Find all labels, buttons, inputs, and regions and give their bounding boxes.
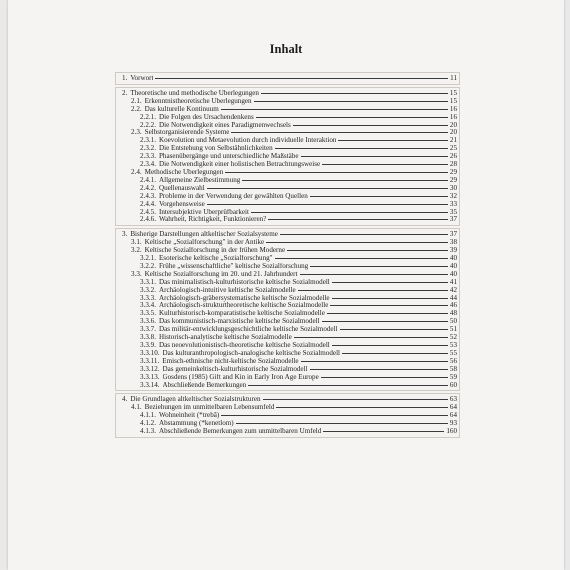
toc-entry-title: Archäologisch-strukturtheoretische keltische Sozialmodelle [158, 302, 329, 310]
toc-entry-title: Die Notwendigkeit eines Paradigmenwechsels [158, 121, 291, 129]
toc-entry-page: 37 [449, 215, 457, 224]
toc-entry-number: 3.2.1. [140, 254, 156, 263]
toc-entry-title: Die Folgen des Ursachendenkens [158, 113, 254, 121]
toc-entry [116, 255, 459, 263]
dot-leader [261, 93, 448, 94]
toc-entry-page: 40 [449, 269, 457, 278]
toc-entry [116, 177, 459, 185]
toc-entry-page: 64 [449, 411, 457, 420]
toc-entry [116, 326, 459, 334]
toc-entry-title: Frühe „wissenschaftliche" keltische Sozialforschung [158, 262, 309, 270]
toc-entry-page: 33 [449, 199, 457, 208]
toc-entry-number: 3.2.2. [140, 261, 156, 270]
toc-entry-title: Das minimalistisch-kulturhistorische keltische Sozialmodell [158, 278, 330, 286]
dot-leader [294, 337, 448, 338]
toc-entry-title: Phasenübergänge und unterschiedliche Maßstäbe [158, 153, 299, 161]
dot-leader [310, 369, 448, 370]
toc-entry-number: 2.4.3. [140, 191, 156, 200]
toc-entry-title: Allgemeine Zielbestimmung [158, 176, 241, 184]
toc-entry [116, 420, 459, 428]
toc-entry-page: 29 [449, 175, 457, 184]
toc-entry [116, 412, 459, 420]
toc-entry [116, 169, 459, 177]
toc-entry [116, 209, 459, 217]
toc-entry-page: 60 [449, 380, 457, 389]
toc-section [115, 228, 460, 391]
toc-entry [116, 239, 459, 247]
toc-entry [116, 114, 459, 122]
toc-entry [116, 271, 459, 279]
dot-leader [280, 234, 448, 235]
dot-leader [207, 188, 448, 189]
toc-entry [116, 216, 459, 224]
toc-entry-number: 2.3.2. [140, 144, 156, 153]
toc-entry-page: 63 [449, 395, 457, 404]
toc-entry-page: 51 [449, 325, 457, 334]
toc-section [115, 393, 460, 438]
toc-entry-number: 3. [122, 230, 128, 239]
toc-entry-page: 44 [449, 293, 457, 302]
toc-entry-title: Wahrheit, Richtigkeit, Funktionieren? [158, 216, 267, 224]
dot-leader [322, 164, 448, 165]
toc-entry-page: 48 [449, 309, 457, 318]
toc-entry-page: 41 [449, 277, 457, 286]
toc-entry-number: 2.4. [131, 167, 142, 176]
toc-entry-number: 2.4.4. [140, 199, 156, 208]
toc-entry-number: 2.3.3. [140, 152, 156, 161]
dot-leader [266, 242, 448, 243]
toc-entry-title: Das gemeinkeltisch-kulturhistorische Sozialmodell [162, 365, 308, 373]
toc-entry [116, 404, 459, 412]
toc-entry-title: Theoretische und methodische Überlegungen [130, 89, 259, 97]
toc-entry-title: Abstammung (*kenetlom) [158, 420, 234, 428]
toc-entry [116, 90, 459, 98]
dot-leader [332, 282, 448, 283]
toc-entry-title: Quellenauswahl [158, 184, 205, 192]
dot-leader [287, 250, 448, 251]
toc-entry [116, 231, 459, 239]
toc-entry-number: 2.3.4. [140, 160, 156, 169]
toc-entry-page: 39 [449, 246, 457, 255]
dot-leader [300, 274, 448, 275]
dot-leader [251, 212, 448, 213]
toc-entry-title: Vorwort [130, 75, 154, 82]
toc-entry [116, 106, 459, 114]
toc-entry-title: Gosdens (1985) Gift and Kin in Early Iron Age Europe [162, 373, 319, 381]
dot-leader [207, 204, 448, 205]
toc-entry-number: 4. [122, 395, 128, 404]
dot-leader [327, 313, 448, 314]
toc-entry-page: 11 [450, 74, 457, 82]
toc-entry-title: Kulturhistorisch-komparatistische keltische Sozialmodelle [158, 310, 325, 318]
toc-entry-title: Erkenntnistheoretische Überlegungen [144, 97, 252, 105]
toc-entry [116, 161, 459, 169]
toc-entry-title: Das kommunistisch-marxistische keltische Sozialmodell [158, 318, 320, 326]
toc-entry-title: Wohneinheit (*trebā) [158, 412, 220, 420]
dot-leader [236, 423, 448, 424]
toc-entry-title: Bisherige Darstellungen altkeltischer Sozialsysteme [130, 231, 278, 239]
toc-entry-page: 30 [449, 183, 457, 192]
toc-entry-title: Das neoevolutionistisch-theoretische keltische Sozialmodell [158, 342, 330, 349]
toc-entry [116, 366, 459, 374]
toc-entry-number: 3.3.7. [140, 325, 156, 334]
toc-entry [116, 129, 459, 137]
dot-leader [221, 415, 448, 416]
toc-entry-page: 32 [449, 191, 457, 200]
toc-entry [116, 137, 459, 145]
toc-entry-number: 3.3.10. [140, 348, 160, 357]
toc-entry [116, 342, 459, 350]
toc-entry-title: Die Entstehung von Selbstähnlichkeiten [158, 145, 273, 153]
toc-entry-number: 2.3. [131, 128, 142, 137]
dot-leader [340, 329, 448, 330]
toc-entry-number: 3.3.3. [140, 293, 156, 302]
toc-entry-page: 53 [449, 341, 457, 349]
toc-entry-title: Keltische Sozialforschung in der frühen Moderne [144, 247, 286, 255]
toc-entry [116, 310, 459, 318]
book-page [8, 0, 564, 570]
toc-entry-page: 64 [449, 403, 457, 412]
toc-entry-title: Das kulturelle Kontinuum [144, 105, 219, 113]
dot-leader [268, 219, 448, 220]
dot-leader [310, 196, 448, 197]
toc-entry-title: Archäologisch-gräbersystematische keltische Sozialmodelle [158, 294, 330, 302]
toc-entry-page: 40 [449, 261, 457, 270]
toc-entry [116, 396, 459, 404]
toc-entry-page: 50 [449, 317, 457, 326]
page-title: Inhalt [269, 42, 303, 56]
toc-entry-page: 28 [449, 160, 457, 169]
toc-entry-number: 1. [122, 74, 128, 82]
toc-entry-title: Emisch-ethnische nicht-keltische Sozialmodelle [162, 357, 299, 365]
toc-entry-page: 15 [449, 96, 457, 105]
toc-entry-number: 2.2. [131, 104, 142, 113]
toc-entry-page: 56 [449, 356, 457, 365]
toc-entry [116, 185, 459, 193]
toc-entry-page: 29 [449, 167, 457, 176]
toc-entry-page: 52 [449, 333, 457, 342]
toc-entry-number: 4.1.1. [140, 411, 156, 420]
dot-leader [332, 298, 448, 299]
toc-entry-number: 2.2.2. [140, 120, 156, 129]
toc-entry [116, 334, 459, 342]
dot-leader [221, 109, 448, 110]
toc-entry-title: Intersubjektive Überprüfbarkeit [158, 208, 249, 216]
toc-entry-number: 2.4.6. [140, 215, 156, 224]
dot-leader [342, 353, 448, 354]
toc-entry-number: 3.3.2. [140, 285, 156, 294]
toc-entry [116, 263, 459, 271]
toc-entry-title: Keltische „Sozialforschung" in der Antike [144, 239, 265, 247]
toc-entry-number: 2.4.5. [140, 207, 156, 216]
toc-entry [116, 350, 459, 358]
toc-entry [116, 193, 459, 201]
toc-entry-number: 2.4.2. [140, 183, 156, 192]
dot-leader [332, 345, 448, 346]
toc-entry-page: 93 [449, 419, 457, 428]
toc-entry-title: Die Notwendigkeit einer holistischen Betrachtungsweise [158, 161, 321, 169]
toc-entry [116, 122, 459, 130]
toc-entry [116, 145, 459, 153]
toc-entry-title: Die Grundlagen altkeltischer Sozialstrukturen [130, 396, 261, 404]
toc-entry-title: Historisch-analytische keltische Sozialmodelle [158, 334, 292, 342]
toc-entry-title: Koevolution und Metaevolution durch individuelle Interaktion [158, 137, 337, 145]
dot-leader [242, 180, 448, 181]
toc-entry-page: 21 [449, 136, 457, 145]
toc-entry-number: 3.3.1. [140, 277, 156, 286]
toc-entry-number: 3.3.11. [140, 356, 160, 365]
toc-entry-page: 37 [449, 230, 457, 239]
dot-leader [231, 132, 447, 133]
toc-entry [116, 358, 459, 366]
toc-entry-number: 3.3.14. [140, 380, 160, 389]
toc-entry [116, 98, 459, 106]
dot-leader [298, 290, 448, 291]
toc-entry-number: 3.1. [131, 238, 142, 247]
toc-entry-number: 3.3.5. [140, 309, 156, 318]
toc-entry [116, 287, 459, 295]
toc-entry-title: Archäologisch-intuitive keltische Sozialmodelle [158, 286, 296, 294]
toc-entry-title: Keltische Sozialforschung im 20. und 21. Jahrhundert [144, 270, 298, 278]
toc-entry-number: 2.2.1. [140, 112, 156, 121]
toc-entry-page: 38 [449, 238, 457, 247]
toc-entry-title: Selbstorganisierende Systeme [144, 129, 230, 137]
toc-entry-number: 3.3.6. [140, 317, 156, 326]
toc-entry [116, 374, 459, 382]
dot-leader [225, 172, 448, 173]
dot-leader [330, 305, 448, 306]
dot-leader [275, 258, 448, 259]
toc-entry-number: 2.3.1. [140, 136, 156, 145]
toc-entry-number: 3.3. [131, 269, 142, 278]
toc-entry-page: 58 [449, 364, 457, 373]
toc-entry-number: 4.1.2. [140, 419, 156, 428]
toc-entry-page: 20 [449, 128, 457, 137]
toc-entry [116, 318, 459, 326]
toc-entry-title: Abschließende Bemerkungen [162, 381, 247, 389]
toc-entry [116, 302, 459, 310]
dot-leader [276, 407, 447, 408]
dot-leader [254, 101, 448, 102]
toc-entry [116, 75, 459, 83]
dot-leader [301, 156, 448, 157]
toc-entry-page: 16 [449, 104, 457, 113]
toc-entry [116, 279, 459, 287]
toc-entry [116, 201, 459, 209]
toc-entry-title: Das kulturanthropologisch-analogische keltische Sozialmodell [162, 349, 341, 357]
toc-entry-page: 42 [449, 285, 457, 294]
toc-entry [116, 295, 459, 303]
toc-entry-number: 4.1. [131, 403, 142, 412]
dot-leader [310, 266, 448, 267]
toc-entry-page: 20 [449, 120, 457, 129]
toc-section [115, 87, 460, 226]
toc-entry-title: Methodische Überlegungen [144, 168, 224, 176]
toc-entry-number: 3.3.4. [140, 301, 156, 310]
toc-entry-page: 160 [446, 427, 457, 436]
toc-entry-number: 3.2. [131, 246, 142, 255]
toc-entry-number: 3.3.9. [140, 341, 156, 349]
toc-entry-number: 3.3.13. [140, 372, 160, 381]
toc-entry-number: 4.1.3. [140, 427, 156, 436]
toc-entry-title: Esoterische keltische „Sozialforschung" [158, 255, 273, 263]
toc-entry-number: 3.3.12. [140, 364, 160, 373]
toc-entry-page: 46 [449, 301, 457, 310]
toc-entry-page: 35 [449, 207, 457, 216]
table-of-contents [115, 72, 460, 440]
toc-entry [116, 153, 459, 161]
toc-entry-page: 25 [449, 144, 457, 153]
dot-leader [322, 321, 448, 322]
dot-leader [301, 361, 448, 362]
toc-entry-title: Beziehungen im unmittelbaren Lebensumfeld [144, 404, 275, 412]
dot-leader [248, 385, 448, 386]
toc-entry-page: 40 [449, 254, 457, 263]
toc-entry-page: 59 [449, 372, 457, 381]
toc-entry-page: 16 [449, 112, 457, 121]
toc-entry-title: Probleme in der Verwendung der gewählten Quellen [158, 192, 308, 200]
toc-entry-number: 2.1. [131, 96, 142, 105]
dot-leader [323, 431, 444, 432]
dot-leader [263, 399, 448, 400]
dot-leader [293, 125, 448, 126]
toc-entry [116, 428, 459, 436]
dot-leader [338, 140, 447, 141]
toc-entry [116, 247, 459, 255]
toc-entry-number: 2. [122, 88, 128, 97]
dot-leader [321, 377, 448, 378]
toc-entry-page: 55 [449, 348, 457, 357]
dot-leader [256, 117, 448, 118]
dot-leader [275, 148, 448, 149]
toc-section [115, 72, 460, 85]
toc-entry-page: 15 [449, 88, 457, 97]
toc-entry [116, 382, 459, 390]
toc-entry-page: 26 [449, 152, 457, 161]
toc-entry-number: 3.3.8. [140, 333, 156, 342]
toc-entry-title: Vorgehensweise [158, 200, 205, 208]
dot-leader [155, 78, 448, 79]
toc-entry-number: 2.4.1. [140, 175, 156, 184]
toc-entry-title: Abschließende Bemerkungen zum unmittelbaren Umfeld [158, 428, 322, 436]
toc-entry-title: Das militär-entwicklungsgeschichtliche keltische Sozialmodell [158, 326, 338, 334]
